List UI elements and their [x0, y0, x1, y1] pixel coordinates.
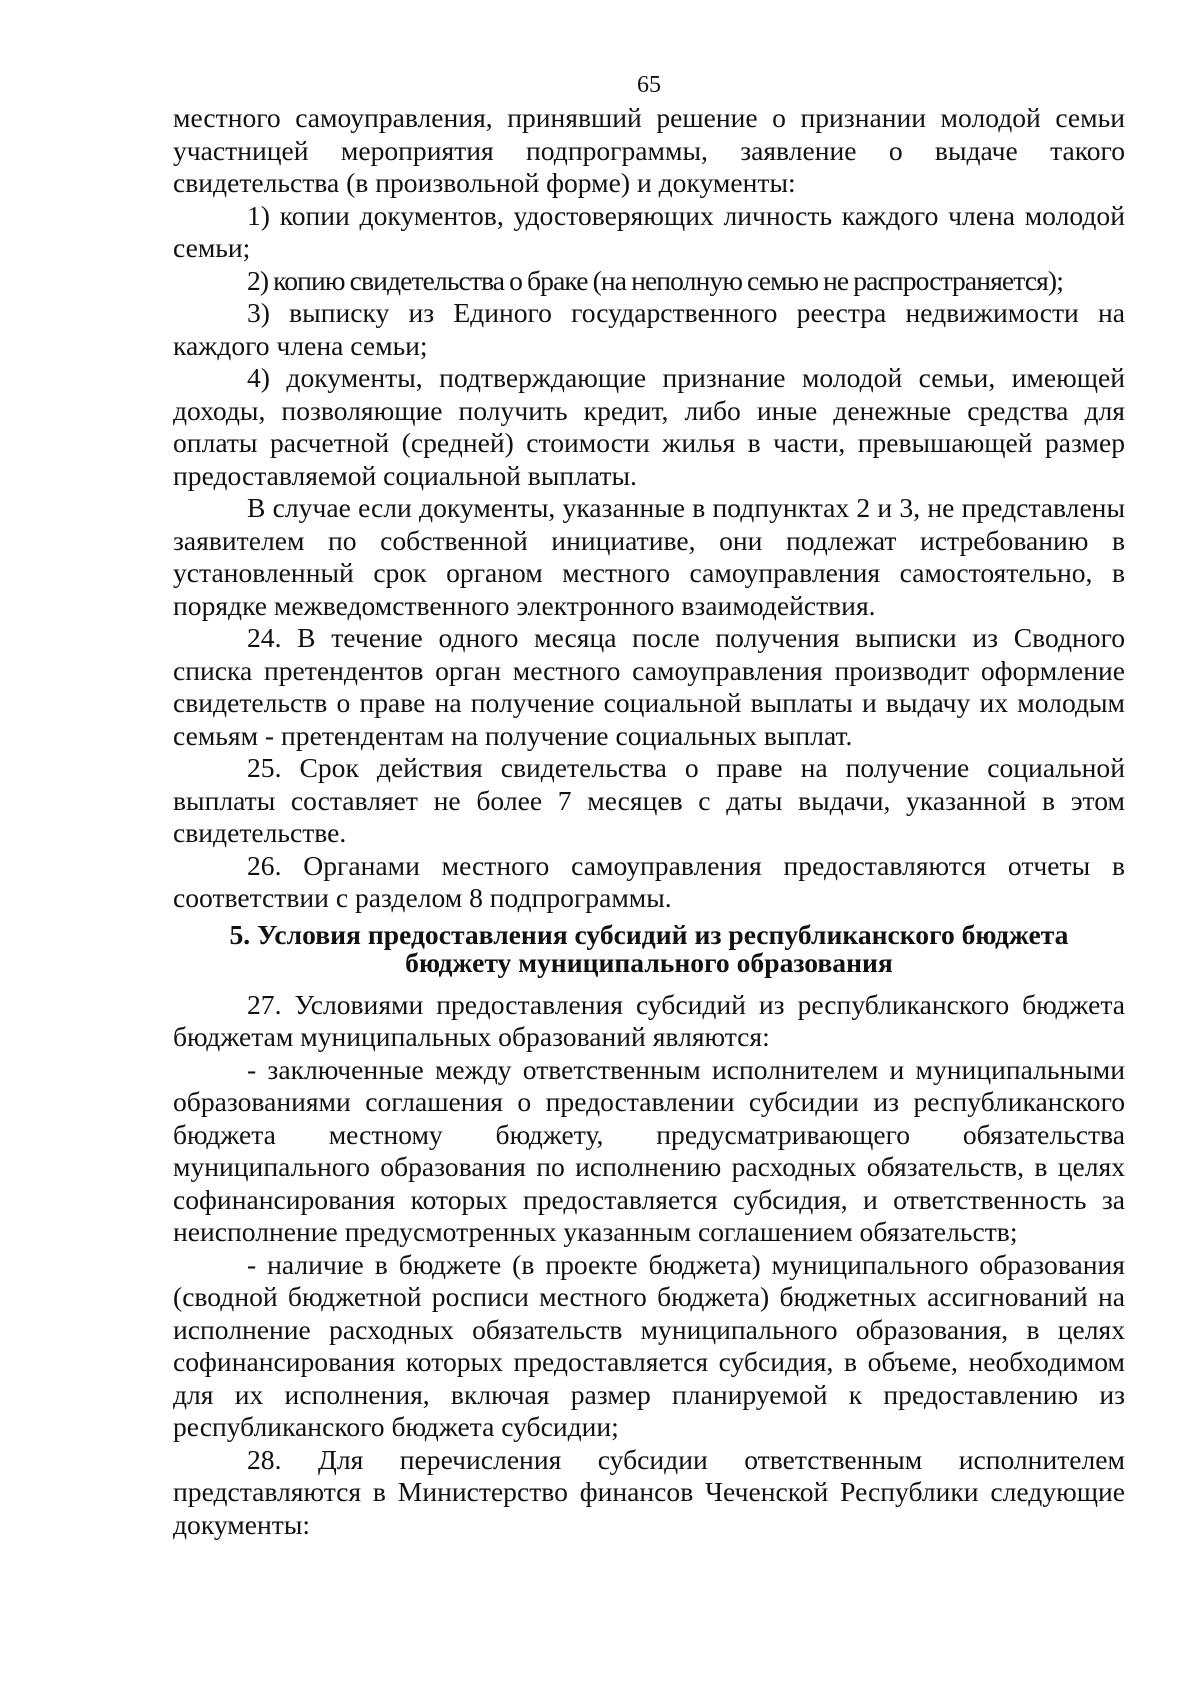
paragraph-27: 27. Условиями предоставления субсидий из республиканского бюджета бюджетам муниципальных образований являются:: [173, 988, 1125, 1052]
document-page: [173, 70, 1125, 1541]
paragraph-26: 26. Органами местного самоуправления предоставляются отчеты в соответствии с разделом 8 подпрограммы.: [173, 849, 1125, 913]
section-heading: [173, 918, 1125, 978]
paragraph-condition-budget: - наличие в бюджете (в проекте бюджета) муниципального образования (сводной бюджетной росписи местного бюджета) бюджетных ассигнований на исполнение расходных обязательств муниципального образования, в целях софинансирования которых предоставляется субсидия, в объеме, необходимом для их исполнения, включая размер планируемой к предоставлению из республиканского бюджета субсидии;: [173, 1248, 1125, 1442]
page-number: 65: [637, 72, 661, 98]
paragraph-25: 25. Срок действия свидетельства о праве на получение социальной выплаты составляет не более 7 месяцев с даты выдачи, указанной в этом свидетельстве.: [173, 752, 1125, 848]
paragraph-item-3: 3) выписку из Единого государственного реестра недвижимости на каждого члена семьи;: [173, 297, 1125, 361]
paragraph-item-1: 1) копии документов, удостоверяющих личность каждого члена молодой семьи;: [173, 199, 1125, 263]
section-heading-line-2: бюджету муниципального образования: [405, 946, 893, 978]
section-heading-line-1: 5. Условия предоставления субсидий из республиканского бюджета: [229, 918, 1069, 950]
paragraph-interagency-request: В случае если документы, указанные в подпунктах 2 и 3, не представлены заявителем по собственной инициативе, они подлежат истребованию в установленный срок органом местного самоуправления самостоятельно, в порядке межведомственного электронного взаимодействия.: [173, 492, 1125, 621]
paragraph-24: 24. В течение одного месяца после получения выписки из Сводного списка претендентов орган местного самоуправления производит оформление свидетельств о праве на получение социальной выплаты и выдачу их молодым семьям - претендентам на получение социальных выплат.: [173, 622, 1125, 751]
paragraph-item-2: 2) копию свидетельства о браке (на неполную семью не распространяется);: [247, 264, 1063, 296]
paragraph-condition-agreement: - заключенные между ответственным исполнителем и муниципальными образованиями соглашения о предоставлении субсидии из республиканского бюджета местному бюджету, предусматривающего обязательства муниципального образования по исполнению расходных обязательств, в целях софинансирования которых предоставляется субсидия, и ответственность за неисполнение предусмотренных указанным соглашением обязательств;: [173, 1053, 1125, 1247]
paragraph-28: 28. Для перечисления субсидии ответственным исполнителем представляются в Министерство финансов Чеченской Республики следующие документы:: [173, 1443, 1125, 1540]
paragraph-item-4: 4) документы, подтверждающие признание молодой семьи, имеющей доходы, позволяющие получить кредит, либо иные денежные средства для оплаты расчетной (средней) стоимости жилья в части, превышающей размер предоставляемой социальной выплаты.: [173, 362, 1125, 491]
paragraph-intro-continuation: местного самоуправления, принявший решение о признании молодой семьи участницей мероприятия подпрограммы, заявление о выдаче такого свидетельства (в произвольной форме) и документы:: [173, 102, 1125, 198]
